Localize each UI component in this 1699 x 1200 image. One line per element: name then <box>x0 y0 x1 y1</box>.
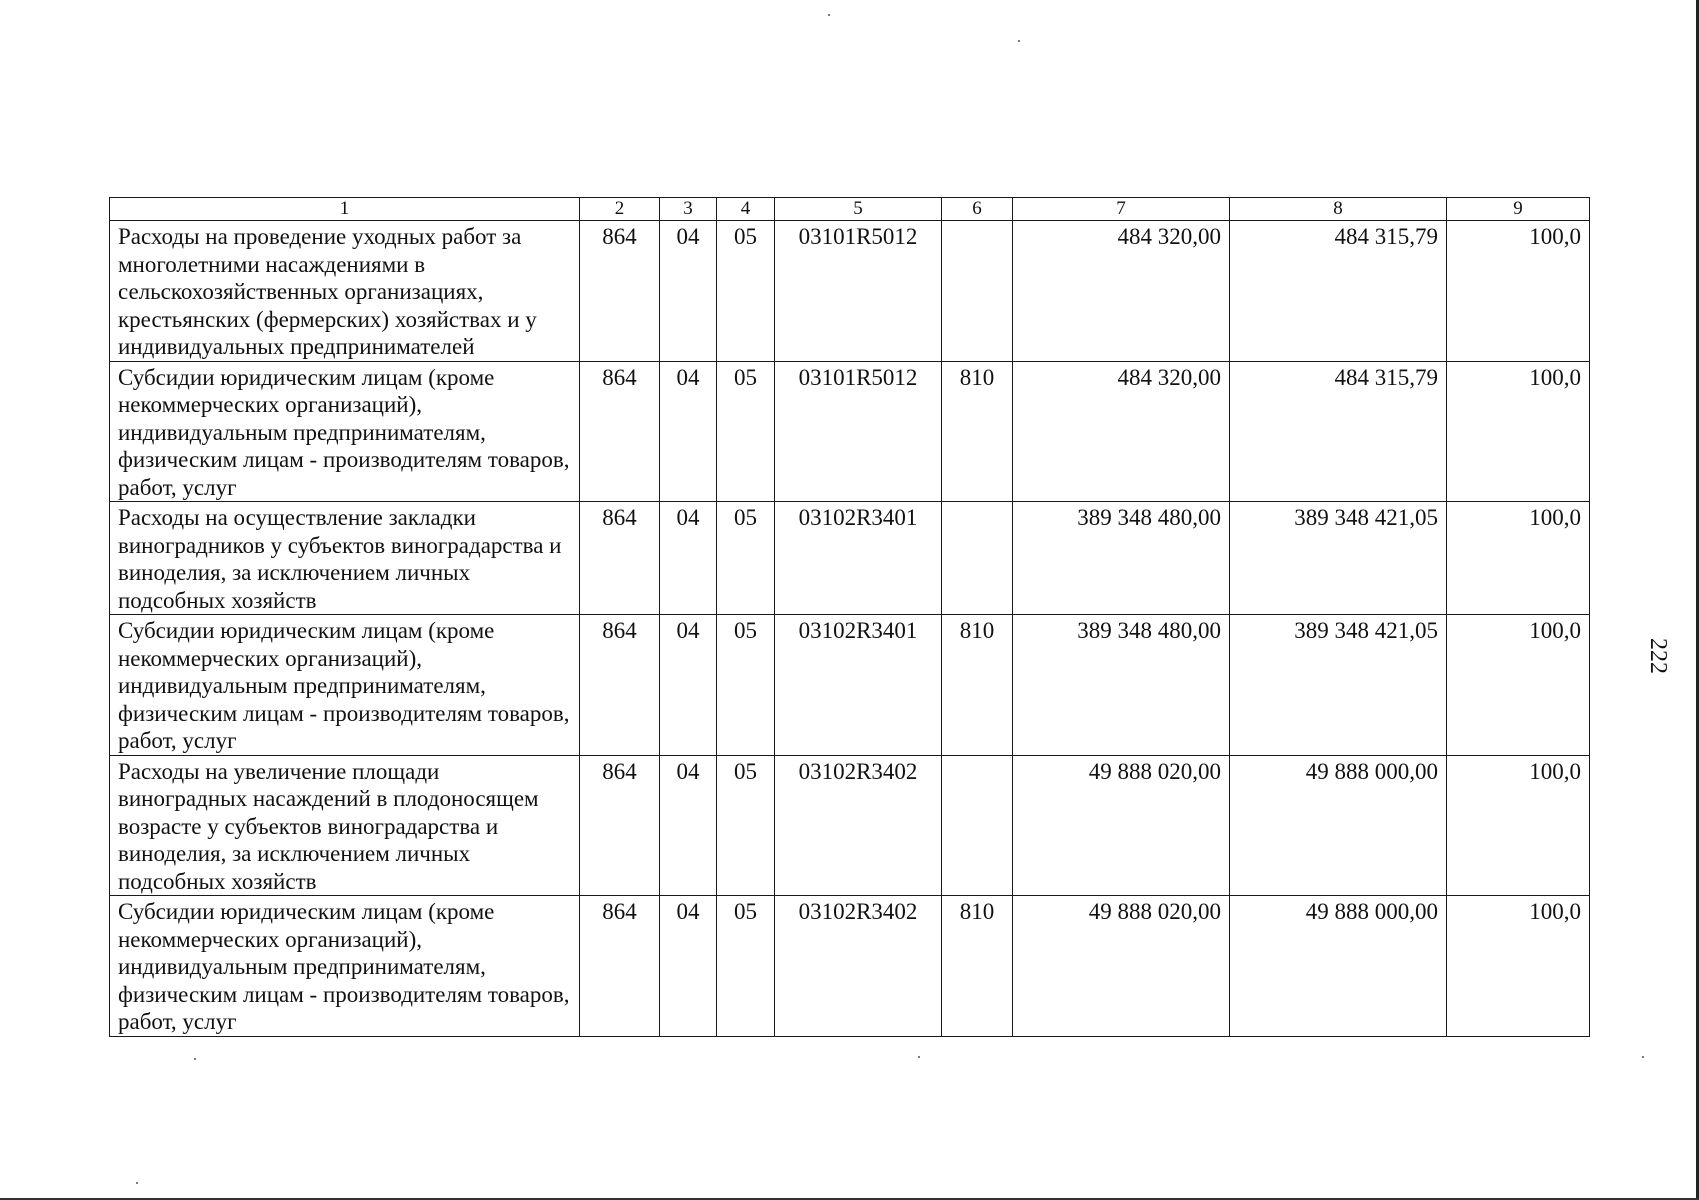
code-target-article: 03101R5012 <box>775 221 942 362</box>
amount-executed: 49 888 000,00 <box>1230 755 1447 896</box>
code-expense-type: 810 <box>942 615 1013 756</box>
execution-percent: 100,0 <box>1447 615 1590 756</box>
header-cell-9: 9 <box>1447 198 1590 221</box>
amount-planned: 389 348 480,00 <box>1013 615 1230 756</box>
code-section: 04 <box>660 221 717 362</box>
code-subsection: 05 <box>717 221 775 362</box>
code-target-article: 03102R3401 <box>775 502 942 615</box>
code-expense-type: 810 <box>942 896 1013 1037</box>
header-cell-2: 2 <box>580 198 660 221</box>
code-section: 04 <box>660 361 717 502</box>
execution-percent: 100,0 <box>1447 221 1590 362</box>
code-department: 864 <box>580 502 660 615</box>
header-cell-6: 6 <box>942 198 1013 221</box>
scan-speck <box>828 14 830 16</box>
table-row <box>110 755 1590 896</box>
execution-percent: 100,0 <box>1447 755 1590 896</box>
table-header <box>110 198 1590 221</box>
amount-planned: 484 320,00 <box>1013 361 1230 502</box>
scan-speck <box>136 1182 138 1184</box>
expense-name: Расходы на осуществление закладки виноградников у субъектов виноградарства и виноделия, за исключением личных подсобных хозяйств <box>110 502 580 615</box>
code-section: 04 <box>660 755 717 896</box>
amount-executed: 49 888 000,00 <box>1230 896 1447 1037</box>
code-department: 864 <box>580 615 660 756</box>
table-body <box>110 221 1590 1037</box>
code-target-article: 03102R3402 <box>775 755 942 896</box>
expense-name: Расходы на проведение уходных работ за многолетними насаждениями в сельскохозяйственных организациях, крестьянских (фермерских) хозяйствах и у индивидуальных предпринимателей <box>110 221 580 362</box>
header-cell-5: 5 <box>775 198 942 221</box>
amount-planned: 49 888 020,00 <box>1013 896 1230 1037</box>
header-cell-8: 8 <box>1230 198 1447 221</box>
expense-name: Субсидии юридическим лицам (кроме некоммерческих организаций), индивидуальным предпринимателям, физическим лицам - производителям товаров, работ, услуг <box>110 361 580 502</box>
amount-executed: 484 315,79 <box>1230 361 1447 502</box>
table-row <box>110 361 1590 502</box>
code-subsection: 05 <box>717 755 775 896</box>
code-department: 864 <box>580 755 660 896</box>
amount-executed: 389 348 421,05 <box>1230 615 1447 756</box>
table-row <box>110 502 1590 615</box>
header-cell-7: 7 <box>1013 198 1230 221</box>
execution-percent: 100,0 <box>1447 896 1590 1037</box>
header-cell-3: 3 <box>660 198 717 221</box>
page-number: 222 <box>1645 638 1671 674</box>
code-subsection: 05 <box>717 615 775 756</box>
expense-name: Субсидии юридическим лицам (кроме некоммерческих организаций), индивидуальным предпринимателям, физическим лицам - производителям товаров, работ, услуг <box>110 896 580 1037</box>
table-row <box>110 896 1590 1037</box>
scan-speck <box>1018 40 1020 42</box>
code-subsection: 05 <box>717 361 775 502</box>
code-expense-type <box>942 502 1013 615</box>
code-target-article: 03101R5012 <box>775 361 942 502</box>
amount-planned: 389 348 480,00 <box>1013 502 1230 615</box>
code-target-article: 03102R3402 <box>775 896 942 1037</box>
code-department: 864 <box>580 361 660 502</box>
table-row <box>110 615 1590 756</box>
code-expense-type <box>942 221 1013 362</box>
code-department: 864 <box>580 221 660 362</box>
amount-executed: 484 315,79 <box>1230 221 1447 362</box>
header-cell-4: 4 <box>717 198 775 221</box>
code-department: 864 <box>580 896 660 1037</box>
code-expense-type: 810 <box>942 361 1013 502</box>
table-row <box>110 221 1590 362</box>
code-expense-type <box>942 755 1013 896</box>
execution-percent: 100,0 <box>1447 502 1590 615</box>
budget-table <box>109 197 1590 1037</box>
code-section: 04 <box>660 896 717 1037</box>
scan-speck <box>918 1056 920 1058</box>
code-subsection: 05 <box>717 502 775 615</box>
amount-executed: 389 348 421,05 <box>1230 502 1447 615</box>
scan-speck <box>194 1058 196 1060</box>
header-cell-1: 1 <box>110 198 580 221</box>
scan-speck <box>1642 1056 1644 1058</box>
code-section: 04 <box>660 502 717 615</box>
amount-planned: 49 888 020,00 <box>1013 755 1230 896</box>
header-row <box>110 198 1590 221</box>
amount-planned: 484 320,00 <box>1013 221 1230 362</box>
code-section: 04 <box>660 615 717 756</box>
expense-name: Расходы на увеличение площади виноградных насаждений в плодоносящем возрасте у субъектов виноградарства и виноделия, за исключением личных подсобных хозяйств <box>110 755 580 896</box>
expense-name: Субсидии юридическим лицам (кроме некоммерческих организаций), индивидуальным предпринимателям, физическим лицам - производителям товаров, работ, услуг <box>110 615 580 756</box>
code-subsection: 05 <box>717 896 775 1037</box>
code-target-article: 03102R3401 <box>775 615 942 756</box>
execution-percent: 100,0 <box>1447 361 1590 502</box>
